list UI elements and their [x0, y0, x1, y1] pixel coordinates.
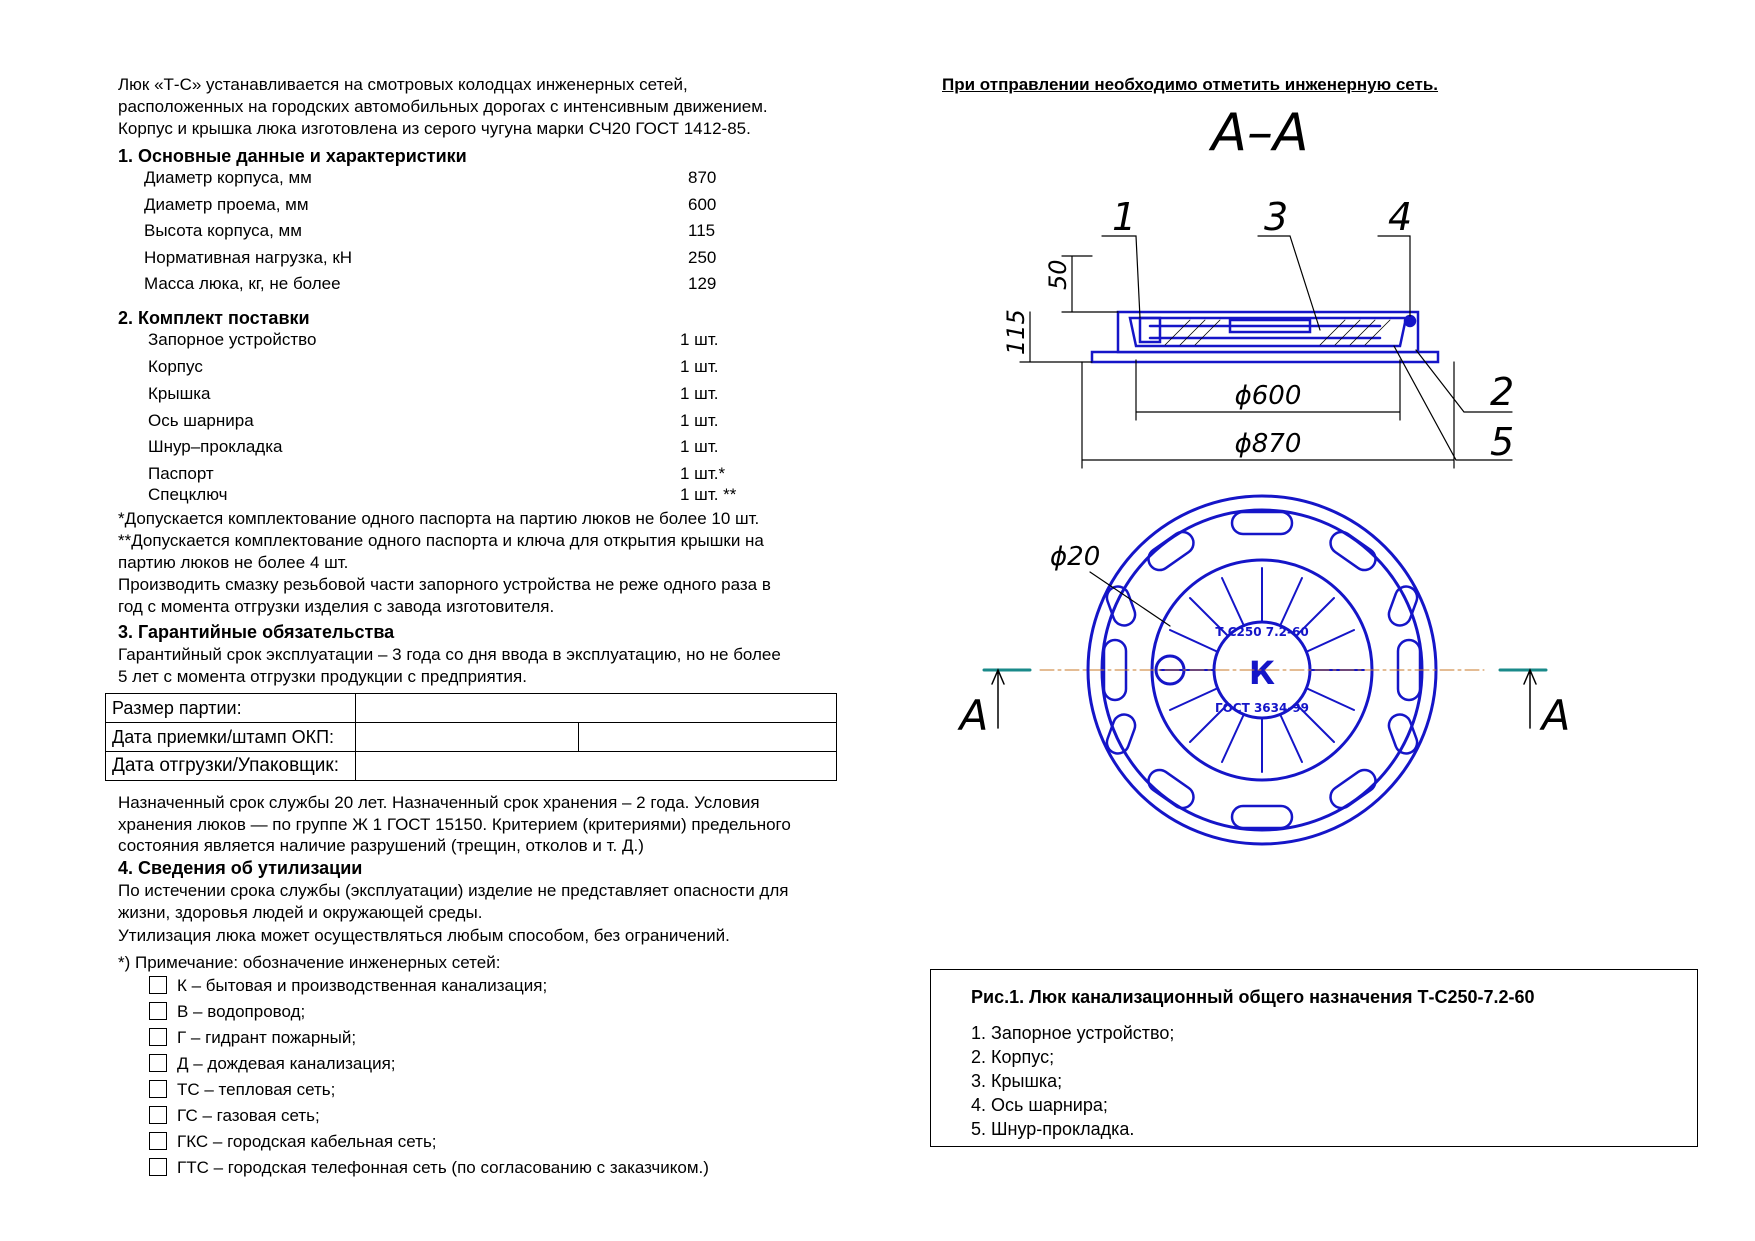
acceptance-label: Дата приемки/штамп ОКП:	[106, 723, 356, 752]
network-item[interactable]: ГКС – городская кабельная сеть;	[149, 1132, 437, 1152]
kit-label: Спецключ	[148, 485, 228, 504]
center-letter: К	[1248, 654, 1276, 692]
section4-title: 4. Сведения об утилизации	[118, 858, 363, 878]
service-line-2: хранения люков — по группе Ж 1 ГОСТ 15150. Критерием (критериями) предельного	[118, 815, 791, 834]
network-item[interactable]: ГТС – городская телефонная сеть (по согласованию с заказчиком.)	[149, 1158, 709, 1178]
intro-line-3: Корпус и крышка люка изготовлена из серого чугуна марки СЧ20 ГОСТ 1412-85.	[118, 119, 751, 138]
kit-label: Ось шарнира	[148, 411, 254, 430]
kit-note-2: **Допускается комплектование одного паспорта и ключа для открытия крышки на	[118, 531, 764, 550]
callout-3: 3	[1264, 195, 1289, 239]
spec-label: Диаметр корпуса, мм	[144, 168, 312, 187]
dim-115: 115	[1002, 309, 1030, 355]
spec-label: Высота корпуса, мм	[144, 221, 302, 240]
caption-item: 5. Шнур-прокладка.	[971, 1119, 1135, 1139]
intro-line-2: расположенных на городских автомобильных дорогах с интенсивным движением.	[118, 97, 768, 116]
kit-value: 1 шт. **	[680, 485, 737, 504]
spec-value: 129	[688, 274, 717, 293]
warranty-line-2: 5 лет с момента отгрузки продукции с предприятия.	[118, 667, 527, 686]
kit-label: Крышка	[148, 384, 211, 403]
caption-title: Рис.1. Люк канализационный общего назначения Т-С250-7.2-60	[971, 987, 1535, 1007]
kit-value: 1 шт.	[680, 357, 719, 376]
kit-label: Паспорт	[148, 464, 214, 483]
spec-label: Масса люка, кг, не более	[144, 274, 341, 293]
kit-value: 1 шт.*	[680, 464, 726, 483]
callout-2: 2	[1490, 370, 1515, 414]
kit-value: 1 шт.	[680, 384, 719, 403]
ring-text-bottom: ГОСТ 3634-99	[1214, 701, 1310, 715]
shipping-note: При отправлении необходимо отметить инженерную сеть.	[942, 75, 1439, 94]
kit-note-4: Производить смазку резьбовой части запорного устройства не реже одного раза в	[118, 575, 771, 594]
network-item[interactable]: ГС – газовая сеть;	[149, 1106, 320, 1126]
section-view	[1092, 312, 1438, 362]
network-item[interactable]: В – водопровод;	[149, 1002, 305, 1022]
kit-label: Шнур–прокладка	[148, 437, 283, 456]
callout-4: 4	[1388, 195, 1413, 239]
kit-value: 1 шт.	[680, 411, 719, 430]
spec-label: Диаметр проема, мм	[144, 195, 309, 214]
dim-20: ϕ20	[1050, 542, 1101, 572]
dim-50: 50	[1044, 259, 1072, 290]
network-item[interactable]: Г – гидрант пожарный;	[149, 1028, 356, 1048]
spec-value: 115	[688, 221, 716, 240]
section2-title: 2. Комплект поставки	[118, 308, 310, 328]
warranty-line-1: Гарантийный срок эксплуатации – 3 года со дня ввода в эксплуатацию, но не более	[118, 645, 781, 664]
spec-label: Нормативная нагрузка, кН	[144, 248, 353, 267]
intro-line-1: Люк «Т-С» устанавливается на смотровых колодцах инженерных сетей,	[118, 75, 688, 94]
spec-value: 870	[688, 168, 717, 187]
figure-caption	[930, 969, 1698, 1147]
ring-text-top: Т С250 7.2-60	[1215, 625, 1309, 639]
spec-value: 600	[688, 195, 717, 214]
callout-1: 1	[1112, 195, 1137, 239]
networks-title: *) Примечание: обозначение инженерных сетей:	[118, 953, 501, 972]
cut-label-left: А	[959, 691, 989, 740]
dim-870: ϕ870	[1234, 429, 1302, 459]
batch-size-label: Размер партии:	[106, 694, 356, 723]
caption-item: 4. Ось шарнира;	[971, 1095, 1108, 1115]
caption-item: 2. Корпус;	[971, 1047, 1055, 1067]
network-item[interactable]: Д – дождевая канализация;	[149, 1054, 396, 1074]
kit-value: 1 шт.	[680, 437, 719, 456]
section-label: А–А	[1211, 103, 1309, 163]
cut-label-right: А	[1541, 691, 1571, 740]
kit-value: 1 шт.	[680, 330, 719, 349]
caption-item: 1. Запорное устройство;	[971, 1023, 1175, 1043]
kit-note-5: год с момента отгрузки изделия с завода изготовителя.	[118, 597, 555, 616]
kit-note-3: партию люков не более 4 шт.	[118, 553, 349, 572]
disposal-line-1: По истечении срока службы (эксплуатации) изделие не представляет опасности для	[118, 881, 789, 900]
callout-5: 5	[1490, 420, 1515, 464]
disposal-line-3: Утилизация люка может осуществляться любым способом, без ограничений.	[118, 926, 730, 945]
caption-item: 3. Крышка;	[971, 1071, 1063, 1091]
network-item[interactable]: К – бытовая и производственная канализация;	[149, 976, 547, 996]
shipment-label: Дата отгрузки/Упаковщик:	[106, 752, 356, 781]
disposal-line-2: жизни, здоровья людей и окружающей среды.	[118, 903, 483, 922]
kit-label: Запорное устройство	[148, 330, 317, 349]
network-item[interactable]: ТС – тепловая сеть;	[149, 1080, 335, 1100]
service-line-1: Назначенный срок службы 20 лет. Назначенный срок хранения – 2 года. Условия	[118, 793, 760, 812]
section1-title: 1. Основные данные и характеристики	[118, 146, 467, 166]
service-line-3: состояния является наличие разрушений (трещин, отколов и т. Д.)	[118, 836, 644, 855]
section3-title: 3. Гарантийные обязательства	[118, 622, 395, 642]
kit-label: Корпус	[148, 357, 203, 376]
dim-600: ϕ600	[1234, 381, 1302, 411]
kit-note-1: *Допускается комплектование одного паспорта на партию люков не более 10 шт.	[118, 509, 760, 528]
spec-value: 250	[688, 248, 717, 267]
